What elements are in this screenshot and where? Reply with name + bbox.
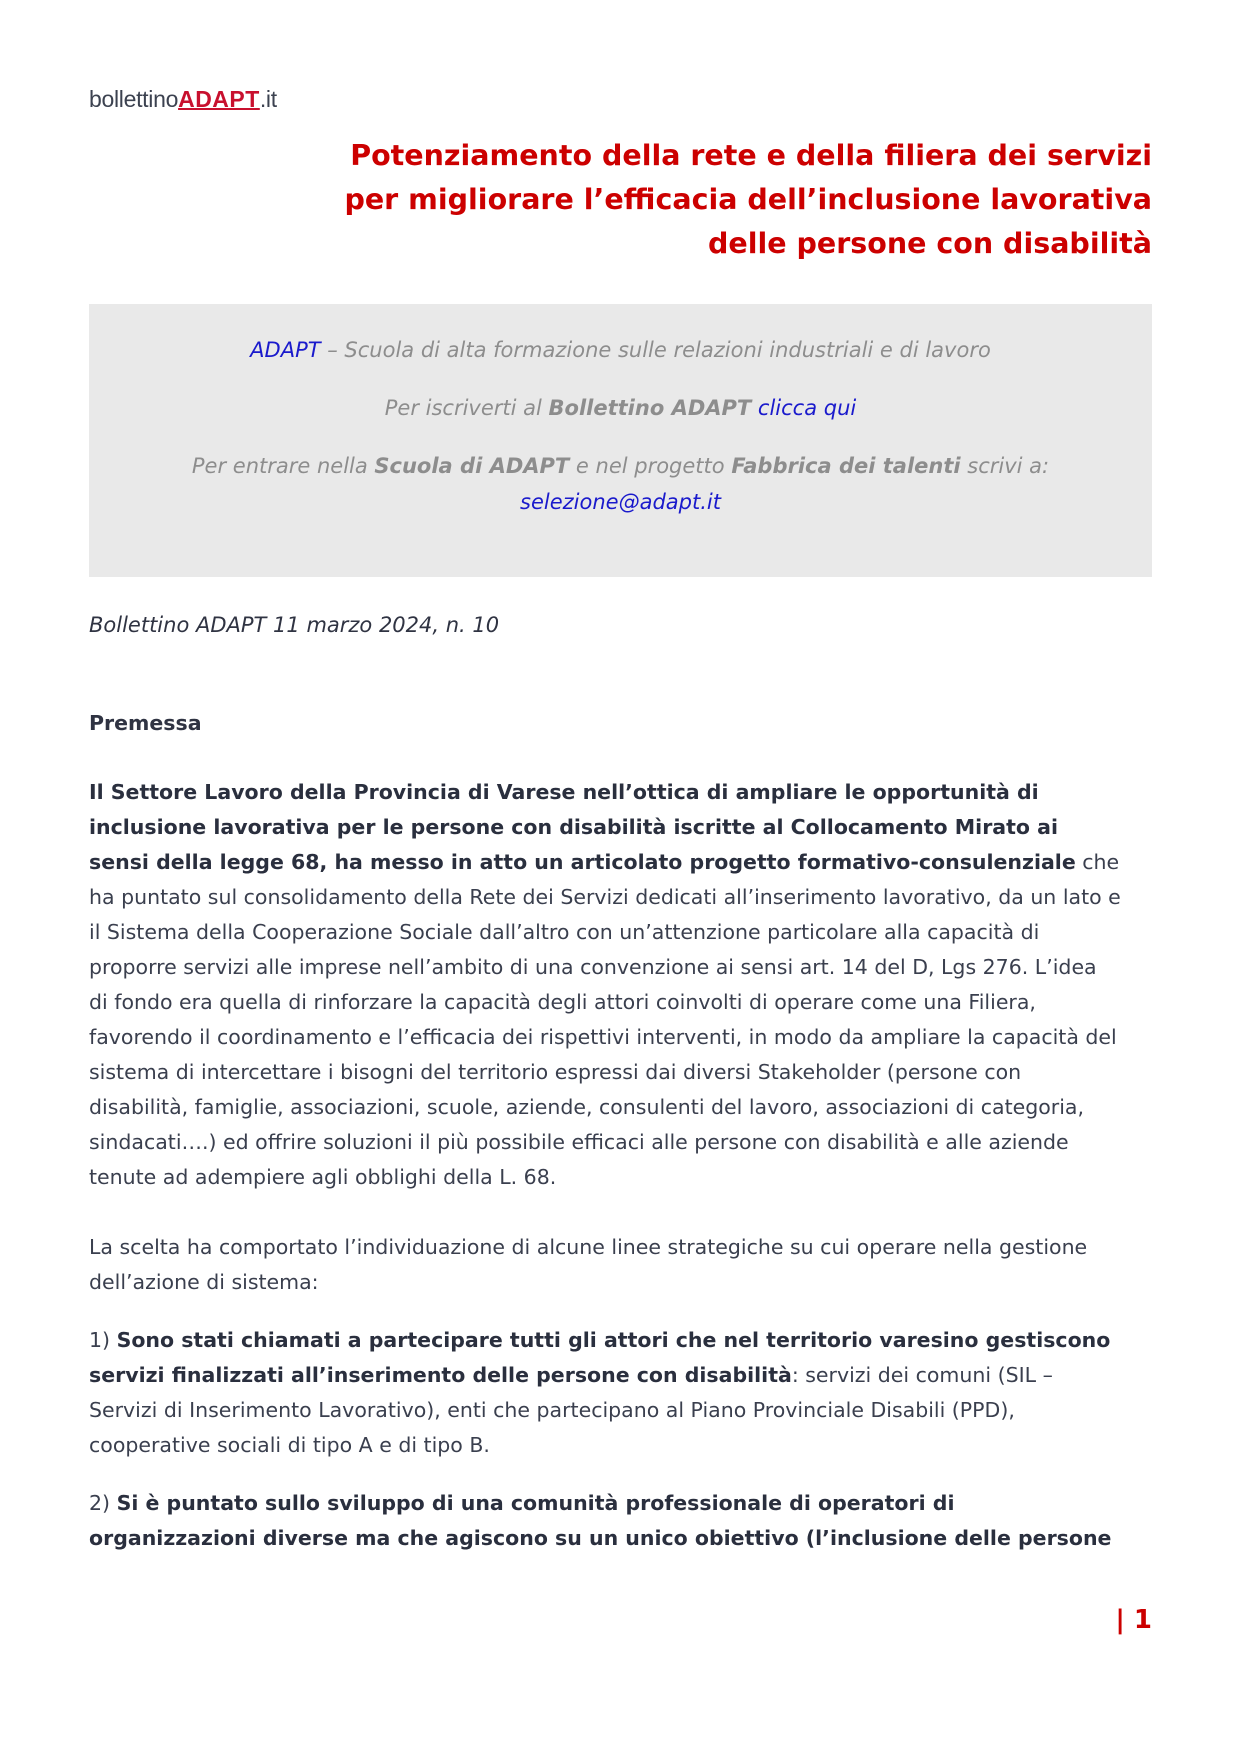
item1-line: cooperative sociali di tipo A e di tipo B. [89,1433,490,1457]
p1-line: disabilità, famiglie, associazioni, scuole, aziende, consulenti del lavoro, associazioni di categoria, [89,1095,1085,1119]
list-item-2: 2) Si è puntato sullo sviluppo di una comunità professionale di operatori di organizzazioni diverse ma che agiscono su un unico obiettivo (l’inclusione delle persone [89,1491,1112,1550]
p1-bold-line: inclusione lavorativa per le persone con disabilità iscritte al Collocamento Mirato ai [89,815,1059,839]
p1-line: ha puntato sul consolidamento della Rete dei Servizi dedicati all’inserimento lavorativo, da un lato e [89,885,1121,909]
section-heading: Premessa [89,711,202,735]
info-line-3-text-b: e nel progetto [569,454,732,478]
info-line-3-bold-b: Fabbrica dei talenti [731,454,961,478]
list-item-1: 1) Sono stati chiamati a partecipare tutti gli attori che nel territorio varesino gestiscono servizi finalizzati all’inserimento delle persone con disabilità: servizi dei comuni (SIL – Servizi di Inserimento Lavorativo), enti che partecipano al Piano Provinciale Disabili (PPD), cooperative sociali di tipo A e di tipo B. [89,1328,1111,1457]
logo-part-1: bollettino [89,86,179,112]
item1-line: Servizi di Inserimento Lavorativo), enti che partecipano al Piano Provinciale Disabili (PPD), [89,1398,1015,1422]
logo-part-3: .it [259,86,277,112]
title-line-3: delle persone con disabilità [707,227,1152,260]
info-line-2-bold: Bollettino ADAPT [548,396,752,420]
info-line-1-text: – Scuola di alta formazione sulle relazioni industriali e di lavoro [320,338,991,362]
item-number: 2) [89,1491,117,1515]
bollettino-adapt-logo[interactable] [89,86,277,113]
issue-reference: Bollettino ADAPT 11 marzo 2024, n. 10 [89,613,500,637]
info-line-1 [89,338,1152,362]
p1-line: di fondo era quella di rinforzare la capacità degli attori coinvolti di operare come una Filiera, [89,990,1036,1014]
article-body [89,706,1159,1556]
email-link[interactable]: selezione@adapt.it [520,490,721,514]
info-line-3 [89,454,1152,478]
info-box [89,304,1152,577]
subscribe-link[interactable]: clicca qui [757,396,857,420]
info-line-4 [89,490,1152,514]
logo-part-2: ADAPT [178,86,260,112]
paragraph-1 [89,775,1159,1195]
p1-bold-line: Il Settore Lavoro della Provincia di Varese nell’ottica di ampliare le opportunità di [89,780,1039,804]
p1-line: sindacati….) ed offrire soluzioni il più possibile efficaci alle persone con disabilità e alle aziende [89,1130,1069,1154]
adapt-link[interactable]: ADAPT [250,338,321,362]
p1-bold-line: sensi della legge 68, ha messo in atto un articolato progetto formativo-consulenziale che [89,850,1120,874]
article-title [292,134,1152,266]
p1-line: sistema di intercettare i bisogni del territorio espressi dai diversi Stakeholder (persone con [89,1060,1022,1084]
info-line-3-text-c: scrivi a: [960,454,1050,478]
p1-line: tenute ad adempiere agli obblighi della L. 68. [89,1165,557,1189]
title-line-2: per migliorare l’efficacia dell’inclusione lavorativa [344,183,1152,216]
paragraph-2 [89,1230,1159,1300]
item-number: 1) [89,1328,117,1352]
info-line-3-text-a: Per entrare nella [191,454,375,478]
page-number [1115,1605,1152,1635]
p1-line: il Sistema della Cooperazione Sociale dall’altro con un’attenzione particolare alla capacità di [89,920,1040,944]
p1-line: proporre servizi alle imprese nell’ambito di una convenzione ai sensi art. 14 del D, Lgs 276. L’idea [89,955,1097,979]
p1-line: favorendo il coordinamento e l’efficacia dei rispettivi interventi, in modo da ampliare la capacità del [89,1025,1117,1049]
info-line-2-text: Per iscriverti al [384,396,549,420]
info-line-3-bold-a: Scuola di ADAPT [374,454,570,478]
page-separator: | [1115,1605,1125,1635]
p2-line: La scelta ha comportato l’individuazione di alcune linee strategiche su cui operare nella gestione [89,1235,1088,1259]
title-line-1: Potenziamento della rete e della filiera dei servizi [350,139,1152,172]
page-number-value: 1 [1133,1605,1152,1635]
info-line-2 [89,396,1152,420]
p2-line: dell’azione di sistema: [89,1270,319,1294]
